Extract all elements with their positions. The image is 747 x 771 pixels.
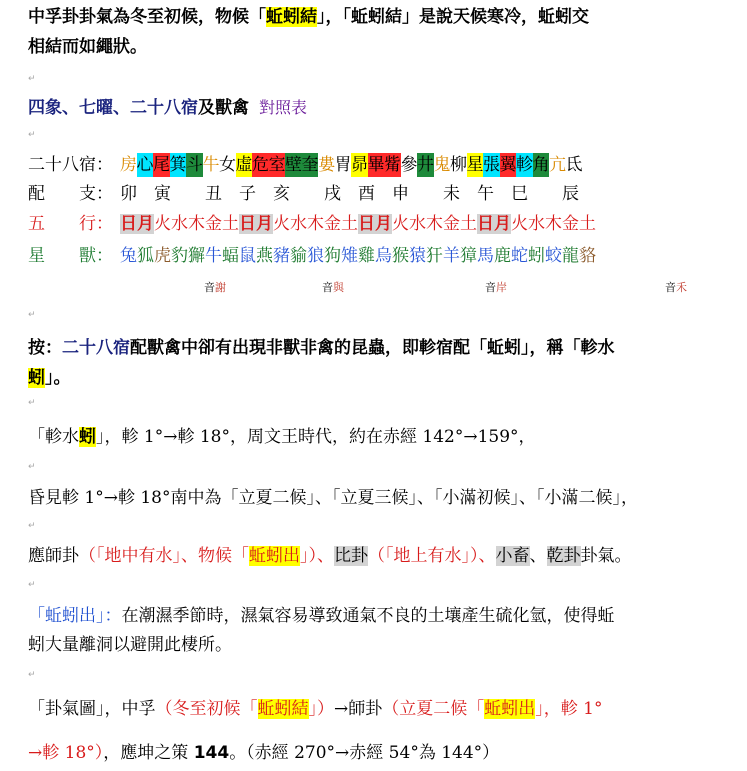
paragraph-mark <box>28 74 36 84</box>
animal-char: 蝠 <box>222 246 239 266</box>
animal-char: 牛 <box>205 246 222 266</box>
mansion-cell: 氐 <box>565 155 583 175</box>
mansion-cell: 壁 <box>285 155 302 175</box>
animal-char: 蚓 <box>528 246 545 266</box>
animal-char: 獬 <box>188 246 205 266</box>
chart-line-2: →軫 18°），應坤之策 144。（赤經 270°→赤經 54°為 144°） <box>28 743 500 763</box>
intro-line-1: 中孚卦卦氣為冬至初候，物候「蚯蚓結」，「蚯蚓結」是說天候寒冷，蚯蚓交 <box>28 7 589 27</box>
mansion-cell: 柳 <box>450 155 467 175</box>
sound-note-2: 音與 <box>322 281 344 294</box>
intro-line-2: 相結而如繩狀。 <box>28 37 147 57</box>
animal-char: 雞 <box>358 246 375 266</box>
elements-row: 五 行： 日月火水木金土日月火水木金土日月火水木金土日月火水木金土 <box>28 214 596 234</box>
mansion-cell: 軫 <box>516 155 533 175</box>
element-group: 火水木金土 <box>273 214 358 234</box>
mansion-cell: 張 <box>483 155 500 175</box>
element-group: 火水木金土 <box>154 214 239 234</box>
paragraph-mark <box>28 398 36 408</box>
chart-line-1: 「卦氣圖」，中孚（冬至初候「蚯蚓結」）→師卦（立夏二候「蚯蚓出」，軫 1° <box>28 699 603 719</box>
highlight-earthworm-knot: 蚯蚓結 <box>266 7 317 27</box>
animal-char: 猴 <box>392 246 409 266</box>
animal-char: 羊 <box>443 246 460 266</box>
mansion-cell: 星 <box>466 155 484 175</box>
animal-char: 狼 <box>307 246 324 266</box>
mansion-cell: 房 <box>120 155 137 175</box>
animal-char: 狐 <box>137 246 154 266</box>
worm-line-2: 蚓大量離洞以避開此棲所。 <box>28 635 232 655</box>
hexagram-line: 應師卦（「地中有水」、物候「蚯蚓出」）、比卦（「地上有水」）、小畜、乾卦卦氣。 <box>28 546 632 566</box>
mansion-cell: 翼 <box>499 155 517 175</box>
paragraph-mark <box>28 130 36 140</box>
animal-char: 猿 <box>409 246 426 266</box>
sound-note-4: 音禾 <box>665 281 687 294</box>
animal-char: 鹿 <box>494 246 511 266</box>
mansion-cell: 昴 <box>351 155 368 175</box>
mansion-cell: 婁 <box>318 155 335 175</box>
mansion-cell: 觜 <box>384 155 401 175</box>
element-group: 日月 <box>120 214 154 234</box>
mansion-cell: 虛 <box>235 155 253 175</box>
mansion-cell: 箕 <box>169 155 187 175</box>
paragraph-mark <box>28 521 36 531</box>
paragraph-mark <box>28 462 36 472</box>
animal-char: 貐 <box>290 246 307 266</box>
element-group: 日月 <box>358 214 392 234</box>
zhen-line: 「軫水蚓」，軫 1°→軫 18°，周文王時代，約在赤經 142°→159°， <box>28 427 536 447</box>
mansion-cell: 心 <box>136 155 154 175</box>
mansion-cell: 亢 <box>549 155 566 175</box>
mansion-cell: 尾 <box>153 155 170 175</box>
section-heading: 四象、七曜、二十八宿及獸禽 對照表 <box>28 98 308 118</box>
animal-char: 蛇 <box>511 246 528 266</box>
sound-note-3: 音岸 <box>485 281 507 294</box>
animal-char: 貉 <box>579 246 596 266</box>
mansions-row: 二十八宿： 房心尾箕斗牛女虛危室壁奎婁胃昴畢觜參井鬼柳星張翼軫角亢氐 <box>28 155 583 175</box>
animal-char: 雉 <box>341 246 358 266</box>
mansion-cell: 胃 <box>334 155 352 175</box>
note-line-1: 按：二十八宿配獸禽中卻有出現非獸非禽的昆蟲，即軫宿配「蚯蚓」，稱「軫水 <box>28 338 615 358</box>
element-group: 火水木金土 <box>511 214 596 234</box>
animal-char: 狗 <box>324 246 341 266</box>
animal-char: 馬 <box>477 246 494 266</box>
mansion-cell: 危 <box>252 155 269 175</box>
animal-char: 豬 <box>273 246 290 266</box>
animal-char: 虎 <box>154 246 171 266</box>
mansion-cell: 井 <box>417 155 434 175</box>
animal-char: 龍 <box>562 246 579 266</box>
mansion-cell: 畢 <box>367 155 385 175</box>
animal-char: 豹 <box>171 246 188 266</box>
animal-char: 獐 <box>460 246 477 266</box>
mansion-cell: 室 <box>268 155 286 175</box>
animal-char: 蛟 <box>545 246 562 266</box>
branches-row: 配 支： 卯 寅 丑 子 亥 戌 酉 申 未 午 巳 辰 <box>28 184 579 204</box>
mansion-cell: 斗 <box>186 155 203 175</box>
mansion-cell: 角 <box>532 155 550 175</box>
note-line-2: 蚓」。 <box>28 368 71 388</box>
paragraph-mark <box>28 670 36 680</box>
worm-line-1: 「蚯蚓出」：在潮濕季節時，濕氣容易導致通氣不良的土壤產生硫化氫，使得蚯 <box>28 606 615 626</box>
sound-note-1: 音謝 <box>204 281 226 294</box>
element-group: 日月 <box>239 214 273 234</box>
element-group: 日月 <box>477 214 511 234</box>
element-group: 火水木金土 <box>392 214 477 234</box>
animal-char: 犴 <box>426 246 443 266</box>
animal-char: 燕 <box>256 246 273 266</box>
mansion-cell: 奎 <box>301 155 319 175</box>
animal-char: 烏 <box>375 246 392 266</box>
paragraph-mark <box>28 310 36 320</box>
animals-row: 星 獸： 兔狐虎豹獬牛蝠鼠燕豬貐狼狗雉雞烏猴猿犴羊獐馬鹿蛇蚓蛟龍貉 <box>28 246 596 266</box>
paragraph-mark <box>28 580 36 590</box>
dawn-line: 昏見軫 1°→軫 18°南中為「立夏二候」、「立夏三候」、「小滿初候」、「小滿二候」， <box>28 488 638 508</box>
mansion-cell: 女 <box>219 155 236 175</box>
animal-char: 鼠 <box>239 246 256 266</box>
animal-char: 兔 <box>120 246 137 266</box>
mansion-cell: 參 <box>400 155 418 175</box>
mansion-cell: 牛 <box>202 155 220 175</box>
mansion-cell: 鬼 <box>433 155 451 175</box>
